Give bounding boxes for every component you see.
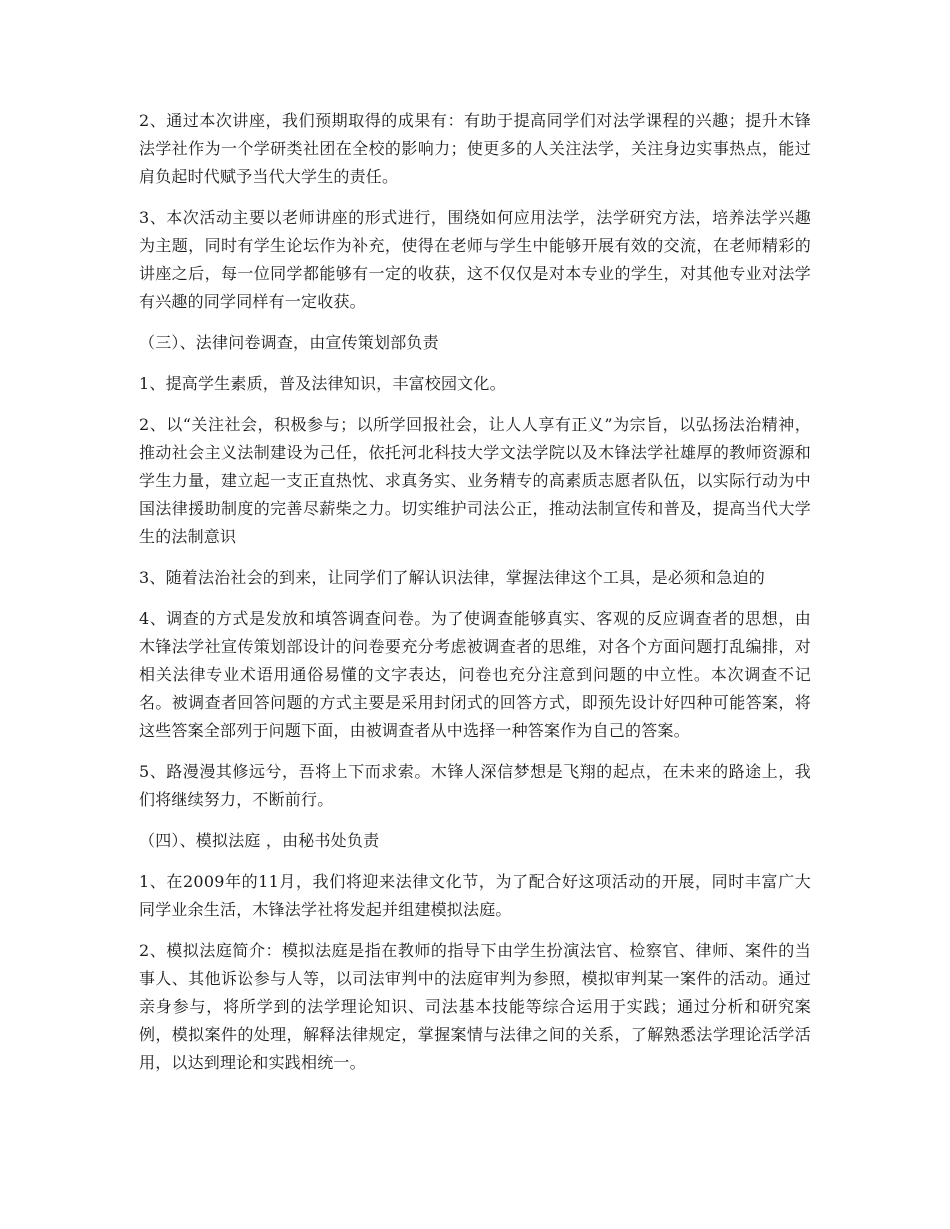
paragraph-survey-closing: 5、路漫漫其修远兮，吾将上下而求索。木锋人深信梦想是飞翔的起点，在未来的路途上，我们将继续努力，不断前行。 xyxy=(139,762,811,809)
paragraph-survey-necessity: 3、随着法治社会的到来，让同学们了解认识法律，掌握法律这个工具，是必须和急迫的 xyxy=(139,568,765,587)
document-page xyxy=(139,107,811,1090)
paragraph-lecture-outcomes: 2、通过本次讲座，我们预期取得的成果有：有助于提高同学们对法学课程的兴趣；提升木锋法学社作为一个学研类社团在全校的影响力；使更多的人关注法学，关注身边实事热点，能过肩负起时代赋予当代大学生的责任。 xyxy=(139,111,811,186)
paragraph-moot-court-intro: 2、模拟法庭简介：模拟法庭是指在教师的指导下由学生扮演法官、检察官、律师、案件的当事人、其他诉讼参与人等，以司法审判中的法庭审判为参照，模拟审判某一案件的活动。通过亲身参与，将所学到的法学理论知识、司法基本技能等综合运用于实践；通过分析和研究案例，模拟案件的处理，解释法律规定，掌握案情与法律之间的关系，了解熟悉法学理论活学活用，以达到理论和实践相统一。 xyxy=(139,941,811,1072)
paragraph-survey-purpose: 2、以“关注社会，积极参与；以所学回报社会，让人人享有正义”为宗旨，以弘扬法治精神，推动社会主义法制建设为己任，依托河北科技大学文法学院以及木锋法学社雄厚的教师资源和学生力量，建立起一支正直热忱、求真务实、业务精专的高素质志愿者队伍，以实际行动为中国法律援助制度的完善尽薪柴之力。切实维护司法公正，推动法制宣传和普及，提高当代大学生的法制意识 xyxy=(139,415,811,546)
section-heading-moot-court: （四）、模拟法庭 ，由秘书处负责 xyxy=(139,831,380,850)
paragraph-survey-method: 4、调查的方式是发放和填答调查问卷。为了使调查能够真实、客观的反应调查者的思想，由木锋法学社宣传策划部设计的问卷要充分考虑被调查者的思维，对各个方面问题打乱编排，对相关法律专业术语用通俗易懂的文字表达，问卷也充分注意到问题的中立性。本次调查不记名。被调查者回答问题的方式主要是采用封闭式的回答方式，即预先设计好四种可能答案，将这些答案全部列于问题下面，由被调查者从中选择一种答案作为自己的答案。 xyxy=(139,609,811,740)
paragraph-lecture-format: 3、本次活动主要以老师讲座的形式进行，围绕如何应用法学，法学研究方法，培养法学兴趣为主题，同时有学生论坛作为补充，使得在老师与学生中能够开展有效的交流，在老师精彩的讲座之后，每一位同学都能够有一定的收获，这不仅仅是对本专业的学生，对其他专业对法学有兴趣的同学同样有一定收获。 xyxy=(139,208,811,311)
paragraph-survey-goal: 1、提高学生素质，普及法律知识，丰富校园文化。 xyxy=(139,374,506,393)
section-heading-survey: （三）、法律问卷调查，由宣传策划部负责 xyxy=(139,333,439,352)
paragraph-moot-court-plan: 1、在2009年的11月，我们将迎来法律文化节，为了配合好这项活动的开展，同时丰富广大同学业余生活，木锋法学社将发起并组建模拟法庭。 xyxy=(139,872,811,919)
